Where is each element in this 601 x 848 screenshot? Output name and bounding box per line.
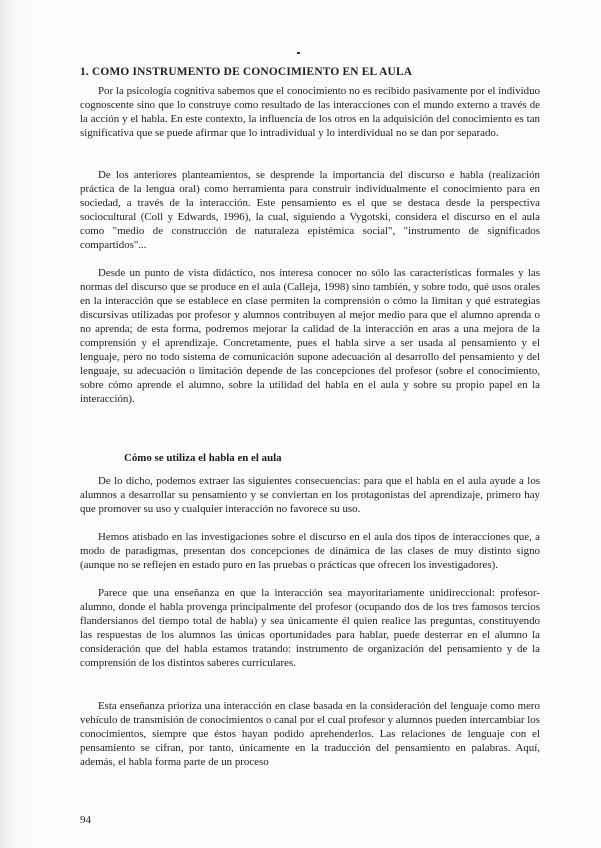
sub-heading: Cómo se utiliza el habla en el aula [124,452,282,464]
body-paragraph: Parece que una enseñanza en que la interacción sea mayoritariamente unidireccional: profesor-alumno, donde el habla provenga principalmente del profesor (ocupando dos de los tres famosos tercios flandersianos del tiempo total de habla) y sea únicamente él quien realice las preguntas, constituyendo las respuestas de los alumnos las únicas oportunidades para hablar, puede desterrar en el alumno la consideración que del habla estamos tratando: instrumento de organización del pensamiento y de la comprensión de los distintos saberes curriculares. [80,587,540,670]
body-paragraph: De los anteriores planteamientos, se desprende la importancia del discurso e habla (realización práctica de la lengua oral) como herramienta para construir individualmente el conocimiento para en sociedad, a través de la interacción. Este pensamiento es el que se destaca desde la perspectiva sociocultural (Coll y Edwards, 1996), la cual, siguiendo a Vygotski, considera el discurso en el aula como "medio de construcción de naturaleza epistémica social", "instrumento de significados compartidos"... [80,169,540,252]
section-heading: 1. COMO INSTRUMENTO DE CONOCIMIENTO EN EL AULA [80,66,413,78]
print-mark [297,52,300,54]
page-number: 94 [80,814,91,826]
body-paragraph: Esta enseñanza prioriza una interacción en clase basada en la consideración del lenguaje como mero vehículo de transmisión de conocimientos o canal por el cual profesor y alumnos pueden intercambiar los conocimientos, siempre que éstos hayan podido aprehenderlos. Las relaciones de lenguaje con el pensamiento se cifran, por tanto, únicamente en la traducción del pensamiento en palabras. Aquí, además, el habla forma parte de un proceso [80,700,540,769]
body-paragraph: Por la psicología cognitiva sabemos que el conocimiento no es recibido pasivamente por el individuo cognoscente sino que lo construye como resultado de las interacciones con el mundo externo a través de la acción y el habla. En este contexto, la influencia de los otros en la adquisición del conocimiento es tan significativa que se puede afirmar que lo intradividual y lo interdividual no se dan por separado. [80,85,540,140]
body-paragraph: Desde un punto de vista didáctico, nos interesa conocer no sólo las características formales y las normas del discurso que se produce en el aula (Calleja, 1998) sino también, y sobre todo, qué usos orales en la interacción que se establece en clase permiten la comprensión o cómo la limitan y qué estrategias discursivas utilizadas por profesor y alumnos contribuyen al mejor medio para que el alumno aprenda o no aprenda; de esta forma, podremos mejorar la calidad de la interacción en aras a una mejora de la comprensión y el aprendizaje. Concretamente, pues el habla sirve a ser usada al pensamiento y el lenguaje, pero no todo sistema de comunicación supone adecuación al desarrollo del pensamiento y del lenguaje, su adecuación o limitación depende de las concepciones del profesor (sobre el conocimiento, sobre cómo aprende el alumno, sobre la utilidad del habla en el aula y sobre su propio papel en la interacción). [80,267,540,406]
body-paragraph: De lo dicho, podemos extraer las siguientes consecuencias: para que el habla en el aula ayude a los alumnos a desarrollar su pensamiento y se conviertan en los protagonistas del aprendizaje, primero hay que promover su uso y cualquier interacción no favorece su uso. [80,475,540,516]
body-paragraph: Hemos atisbado en las investigaciones sobre el discurso en el aula dos tipos de interacciones que, a modo de paradigmas, presentan dos concepciones de dinámica de las clases de muy distinto signo (aunque no se reflejen en estado puro en las pruebas o prácticas que ofrecen los investigadores). [80,531,540,572]
